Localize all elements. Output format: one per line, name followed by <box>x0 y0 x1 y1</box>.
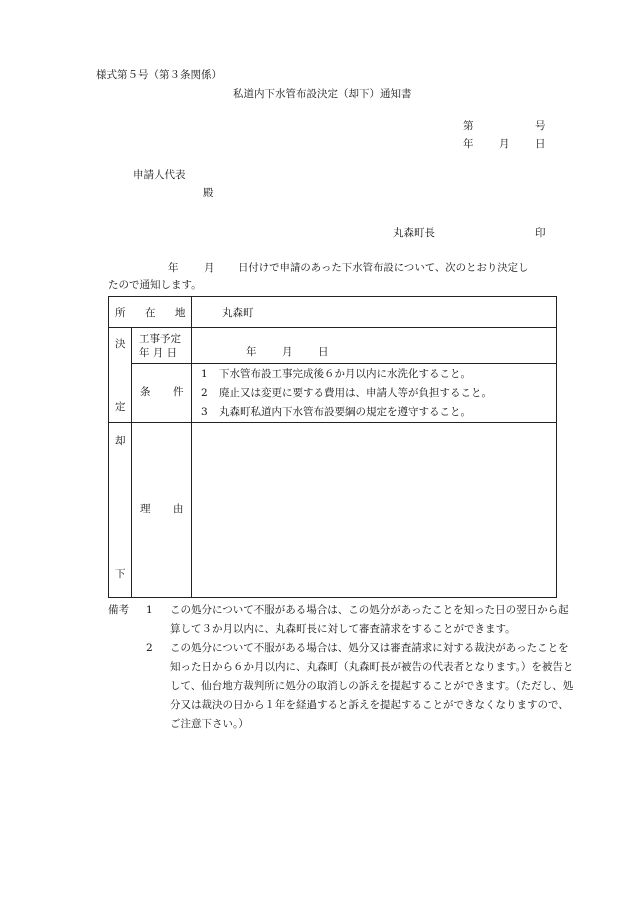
reject-label-top: 却 <box>115 435 126 447</box>
doc-number-suffix: 号 <box>535 120 546 132</box>
remark-2-number: 2 <box>146 642 153 654</box>
decision-label-bottom: 定 <box>115 401 126 413</box>
schedule-label-line1: 工事予定 <box>139 333 181 345</box>
reason-label-1: 理 <box>140 503 151 515</box>
condition-3-text: 丸森町私道内下水管布設要綱の規定を遵守すること。 <box>219 406 471 418</box>
location-value: 丸森町 <box>222 307 254 319</box>
remark-1-number: 1 <box>146 604 153 616</box>
remarks-heading: 備考 <box>108 604 129 616</box>
decision-label-top: 決 <box>115 338 126 350</box>
condition-1-number: 1 <box>201 368 208 380</box>
form-style-number: 様式第５号（第３条関係） <box>96 69 222 81</box>
condition-3-number: 3 <box>201 406 208 418</box>
recipient-honorific: 殿 <box>203 187 214 199</box>
doc-number-prefix: 第 <box>463 120 474 132</box>
remark-item <box>108 639 578 734</box>
body-text-line1: 日付けで申請のあった下水管布設について、次のとおり決定し <box>238 262 529 274</box>
conditions-label-2: 件 <box>173 386 184 398</box>
location-label-2: 在 <box>145 307 156 319</box>
date-year-label: 年 <box>463 138 474 150</box>
remarks-section <box>108 601 578 734</box>
location-label-1: 所 <box>115 307 126 319</box>
remark-1-text: この処分について不服がある場合は、この処分があったことを知った日の翌日から起算して３か月以内に、丸森町長に対して審査請求をすることができます。 <box>170 604 569 635</box>
schedule-day: 日 <box>318 346 329 358</box>
condition-2-number: 2 <box>201 387 208 399</box>
remark-item <box>108 601 578 639</box>
issuer-seal: 印 <box>535 227 546 239</box>
recipient-label: 申請人代表 <box>133 169 186 181</box>
conditions-label-1: 条 <box>140 386 151 398</box>
remark-2-text: この処分について不服がある場合は、処分又は審査請求に対する裁決があったことを知った日から６か月以内に、丸森町（丸森町長が被告の代表者となります。）を被告として、仙台地方裁判所に処分の取消しの訴えを提起することができます。（ただし、処分又は裁決の日から１年を経過すると訴えを提起することができなくなりますので、ご注意下さい。） <box>170 642 574 730</box>
schedule-label-line2: 年 月 日 <box>139 347 178 359</box>
reason-label-2: 由 <box>173 503 184 515</box>
body-year: 年 <box>168 262 179 274</box>
issuer-title: 丸森町長 <box>393 227 435 239</box>
date-day-label: 日 <box>535 138 546 150</box>
location-label-3: 地 <box>175 307 186 319</box>
condition-1-text: 下水管布設工事完成後６か月以内に水洗化すること。 <box>219 368 471 380</box>
condition-2-text: 廃止又は変更に要する費用は、申請人等が負担すること。 <box>219 387 492 399</box>
body-month: 月 <box>204 262 215 274</box>
body-text-line2: たので通知します。 <box>108 279 202 291</box>
schedule-month: 月 <box>282 346 293 358</box>
document-title: 私道内下水管布設決定（却下）通知書 <box>233 88 412 100</box>
date-month-label: 月 <box>499 138 510 150</box>
decision-table <box>108 296 557 598</box>
reject-label-bottom: 下 <box>115 568 126 580</box>
schedule-year: 年 <box>246 346 257 358</box>
